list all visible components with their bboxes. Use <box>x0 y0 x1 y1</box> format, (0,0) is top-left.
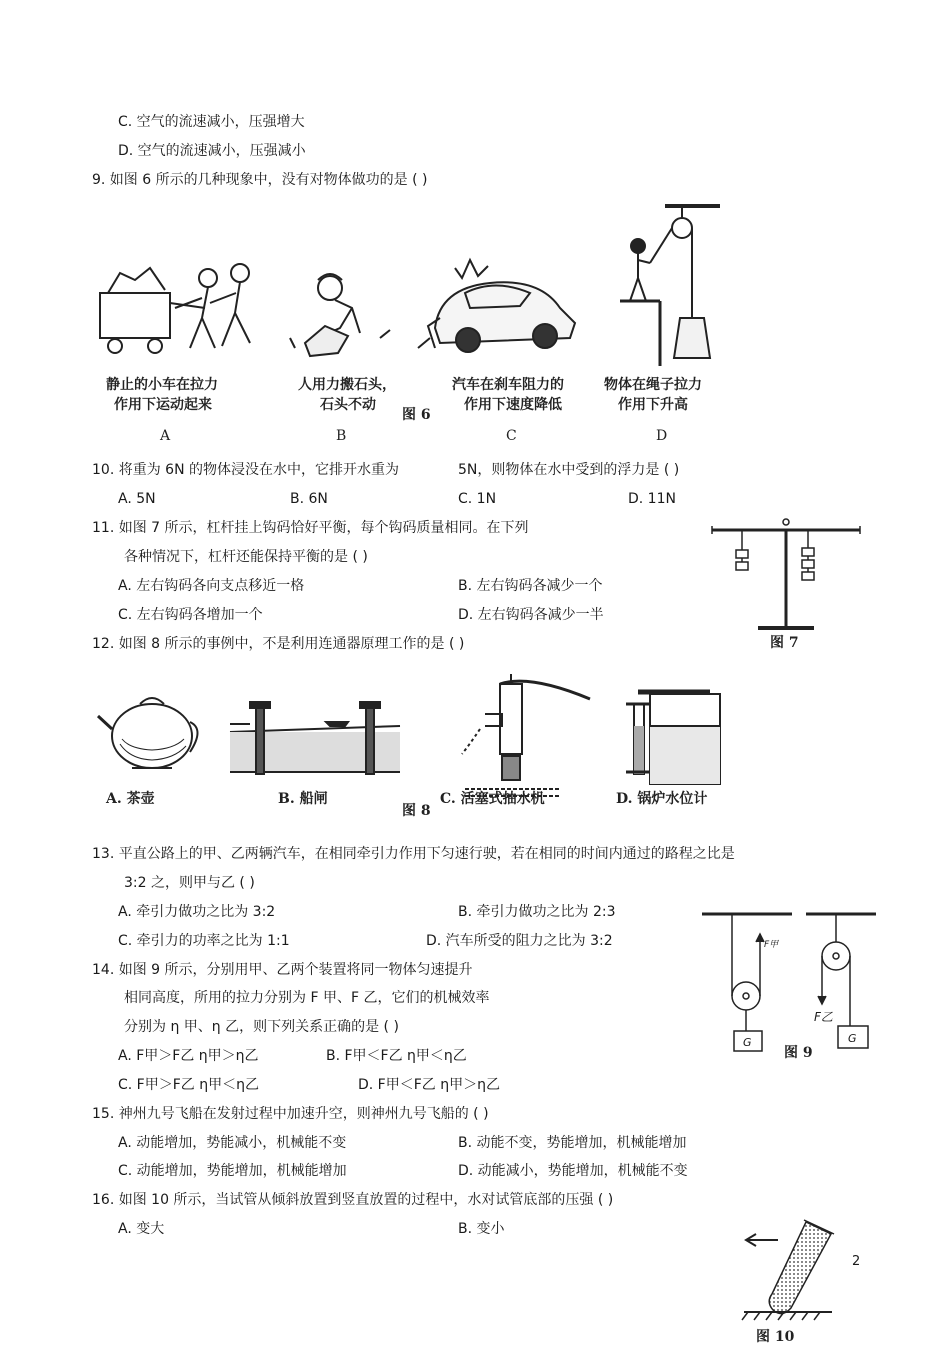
figure-7 <box>708 508 864 654</box>
figure-8 <box>90 664 730 824</box>
q12-stem: 12. 如图 8 所示的事例中，不是利用连通器原理工作的是 ( ) <box>92 636 465 652</box>
q11-stem-line2: 各种情况下，杠杆还能保持平衡的是 ( ) <box>124 549 368 565</box>
fig8-label: 图 8 <box>402 803 431 819</box>
q10-stem-a: 10. 将重为 6N 的物体浸没在水中，它排开水重为 <box>92 462 399 478</box>
fig8-caption-c: C. 活塞式抽水机 <box>440 791 545 807</box>
fig8-caption-b: B. 船闸 <box>278 791 328 807</box>
q15-option-b: B. 动能不变，势能增加，机械能增加 <box>458 1135 687 1151</box>
q13-option-d: D. 汽车所受的阻力之比为 3:2 <box>426 933 613 949</box>
q9-stem: 9. 如图 6 所示的几种现象中，没有对物体做功的是 ( ) <box>92 172 428 188</box>
q10-stem-b: 5N，则物体在水中受到的浮力是 ( ) <box>458 462 680 478</box>
figure-10 <box>736 1216 836 1346</box>
q13-option-a: A. 牵引力做功之比为 3:2 <box>118 904 276 920</box>
fig6-caption-a-line1: 静止的小车在拉力 <box>106 377 218 393</box>
figure-10-test-tube <box>736 1216 836 1324</box>
q13-stem-line1: 13. 平直公路上的甲、乙两辆汽车，在相同牵引力作用下匀速行驶，若在相同的时间内通过的路程之比是 <box>92 846 735 862</box>
fig6-letter-c: C <box>506 428 517 444</box>
q11-option-a: A. 左右钩码各向支点移近一格 <box>118 578 305 594</box>
fig7-label: 图 7 <box>770 635 799 651</box>
fig8-caption-d: D. 锅炉水位计 <box>616 791 708 807</box>
fig8-piston-pump <box>462 674 590 796</box>
fig8-caption-a: A. 茶壶 <box>106 791 155 807</box>
q15-option-a: A. 动能增加，势能减小，机械能不变 <box>118 1135 347 1151</box>
fig6-caption-d-line2: 作用下升高 <box>618 397 688 413</box>
q13-stem-line2: 3:2 之，则甲与乙 ( ) <box>124 875 255 891</box>
q13-option-c: C. 牵引力的功率之比为 1:1 <box>118 933 290 949</box>
q15-stem: 15. 神州九号飞船在发射过程中加速升空，则神州九号飞船的 ( ) <box>92 1106 489 1122</box>
fig10-label: 图 10 <box>756 1329 795 1345</box>
fig6-caption-c-line2: 作用下速度降低 <box>464 397 562 413</box>
q11-option-b: B. 左右钩码各减少一个 <box>458 578 603 594</box>
fig6-caption-c-line1: 汽车在刹车阻力的 <box>452 377 564 393</box>
fig6-caption-b-line1: 人用力搬石头， <box>298 377 396 393</box>
q15-option-d: D. 动能减小，势能增加，机械能不变 <box>458 1163 688 1179</box>
fig9-label-g2: G <box>848 1032 857 1045</box>
fig8-teapot <box>98 698 198 768</box>
fig6-letter-b: B <box>336 428 347 444</box>
fig8-ship-lock <box>230 702 400 774</box>
fig9-label: 图 9 <box>784 1045 813 1061</box>
fig9-label-f2: F乙 <box>814 1010 833 1024</box>
q10-option-b: B. 6N <box>290 491 328 507</box>
fig6-letter-a: A <box>160 428 171 444</box>
q11-stem-line1: 11. 如图 7 所示，杠杆挂上钩码恰好平衡，每个钩码质量相同。在下列 <box>92 520 529 536</box>
q11-option-c: C. 左右钩码各增加一个 <box>118 607 263 623</box>
q10-option-d: D. 11N <box>628 491 676 507</box>
fig6-caption-d-line1: 物体在绳子拉力 <box>604 377 702 393</box>
q14-stem-line3: 分别为 η 甲、η 乙，则下列关系正确的是 ( ) <box>124 1019 399 1035</box>
fig6-pulley-scene <box>620 206 720 366</box>
q8-option-d: D. 空气的流速减小，压强减小 <box>118 143 306 159</box>
q14-option-d: D. F甲＜F乙 η甲＞η乙 <box>358 1077 500 1093</box>
fig6-lifting-scene <box>290 274 390 356</box>
fig6-car-scene <box>418 260 575 352</box>
fig6-caption-b-line2: 石头不动 <box>320 397 376 413</box>
q14-option-b: B. F甲＜F乙 η甲＜η乙 <box>326 1048 467 1064</box>
q14-option-c: C. F甲＞F乙 η甲＜η乙 <box>118 1077 259 1093</box>
figure-9 <box>696 906 880 1066</box>
q14-stem-line1: 14. 如图 9 所示，分别用甲、乙两个装置将同一物体匀速提升 <box>92 962 473 978</box>
figure-6 <box>90 198 720 448</box>
fig6-cart-scene <box>100 264 250 353</box>
fig6-letter-d: D <box>656 428 668 444</box>
fig9-label-g1: G <box>743 1036 752 1049</box>
q16-stem: 16. 如图 10 所示，当试管从倾斜放置到竖直放置的过程中，水对试管底部的压强 ( ) <box>92 1192 614 1208</box>
q10-option-c: C. 1N <box>458 491 497 507</box>
q11-option-d: D. 左右钩码各减少一半 <box>458 607 604 623</box>
q14-stem-line2: 相同高度，所用的拉力分别为 F 甲、F 乙，它们的机械效率 <box>124 990 490 1006</box>
fig6-caption-a-line2: 作用下运动起来 <box>114 397 212 413</box>
q15-option-c: C. 动能增加，势能增加，机械能增加 <box>118 1163 347 1179</box>
fig9-label-f1: F甲 <box>764 940 779 950</box>
fig8-boiler-gauge <box>626 692 720 784</box>
q16-option-a: A. 变大 <box>118 1221 165 1237</box>
q14-option-a: A. F甲＞F乙 η甲＞η乙 <box>118 1048 259 1064</box>
page-number: 2 <box>852 1254 861 1269</box>
q8-option-c: C. 空气的流速减小，压强增大 <box>118 114 305 130</box>
q10-option-a: A. 5N <box>118 491 156 507</box>
q13-option-b: B. 牵引力做功之比为 2:3 <box>458 904 616 920</box>
fig6-label: 图 6 <box>402 407 431 423</box>
q16-option-b: B. 变小 <box>458 1221 505 1237</box>
